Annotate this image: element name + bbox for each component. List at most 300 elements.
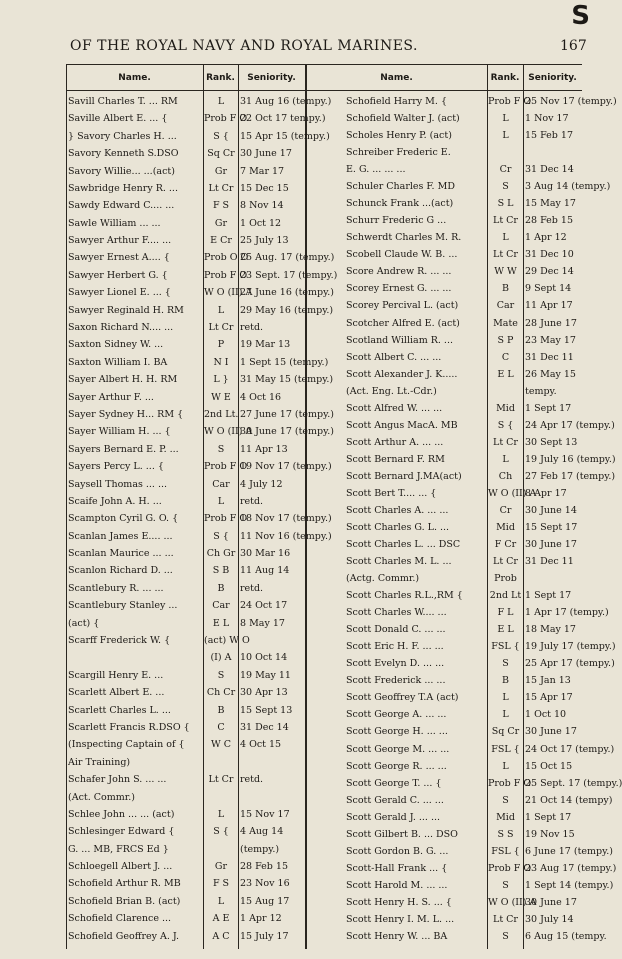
officer-name: Scott Gerald C. ... ... bbox=[346, 794, 444, 806]
officer-rank: L bbox=[217, 895, 225, 907]
officer-name: (Actg. Commr.) bbox=[346, 573, 420, 585]
officer-name: Scanlan James E.... ... bbox=[68, 530, 173, 542]
officer-seniority: 19 Mar 13 bbox=[240, 339, 291, 351]
officer-rank: Prob F O bbox=[488, 862, 532, 874]
officer-name: Scott Henry W. ... BA bbox=[346, 930, 448, 942]
officer-name: Sawle William ... ... bbox=[68, 217, 161, 229]
officer-seniority: 15 Feb 17 bbox=[525, 130, 573, 142]
officer-name: Air Training) bbox=[68, 756, 131, 768]
officer-name: Sawbridge Henry R. ... bbox=[68, 182, 178, 194]
officer-seniority: retd. bbox=[240, 774, 264, 786]
officer-seniority: (tempy.) bbox=[240, 843, 280, 855]
officer-name: Scott George A. ... ... bbox=[346, 709, 447, 721]
entry-row bbox=[0, 843, 613, 858]
officer-rank: N I bbox=[213, 356, 229, 368]
officer-name: Saville Albert E. ... { bbox=[68, 113, 168, 125]
officer-seniority: 1 Apr 12 bbox=[525, 232, 567, 244]
officer-rank: Mid bbox=[496, 402, 515, 414]
entry-row bbox=[0, 505, 600, 517]
entry-row bbox=[0, 130, 600, 142]
officer-seniority: 30 Sept 13 bbox=[525, 436, 578, 448]
officer-rank: E Cr bbox=[210, 235, 232, 247]
section-letter: S bbox=[571, 1, 590, 31]
entry-row bbox=[0, 794, 613, 807]
officer-seniority: 24 Oct 17 (tempy.) bbox=[525, 743, 615, 755]
officer-name: (Act. Eng. Lt.-Cdr.) bbox=[346, 385, 437, 397]
officer-name: Saxton Sidney W. ... bbox=[68, 339, 164, 351]
officer-name: Sayer Albert H. H. RM bbox=[68, 374, 178, 386]
entry-row bbox=[0, 675, 600, 687]
officer-name: Scott Charles W.... ... bbox=[346, 607, 447, 619]
officer-seniority: 15 Nov 17 bbox=[240, 808, 290, 820]
entry-row bbox=[0, 96, 617, 108]
officer-name: Scorey Ernest G. ... ... bbox=[346, 283, 452, 295]
officer-rank: Lt Cr bbox=[208, 182, 234, 194]
entry-row bbox=[0, 369, 600, 381]
officer-seniority: 31 Dec 14 bbox=[240, 721, 289, 733]
col-rank-left: Rank. bbox=[206, 73, 235, 83]
officer-rank: FSL { bbox=[491, 641, 520, 653]
officer-rank: S { bbox=[213, 826, 229, 838]
officer-rank: L bbox=[502, 709, 509, 721]
entry-row bbox=[0, 113, 600, 125]
officer-name: Scott Alexander J. K..... bbox=[346, 368, 458, 380]
officer-rank: Prob F O bbox=[204, 113, 248, 125]
officer-rank: F Cr bbox=[494, 539, 517, 551]
officer-rank: Gr bbox=[214, 217, 228, 229]
officer-name: Scarlett Francis R.DSO { bbox=[68, 721, 190, 733]
officer-seniority: 3 Aug 14 (tempy.) bbox=[525, 181, 611, 193]
officer-seniority: retd. bbox=[240, 322, 264, 334]
officer-seniority: 4 Aug 14 bbox=[240, 826, 284, 838]
officer-name: Scantlebury R. ... ... bbox=[68, 582, 164, 594]
entry-row bbox=[0, 607, 609, 619]
officer-rank: L bbox=[217, 304, 225, 316]
entry-row bbox=[0, 879, 614, 892]
officer-name: Savory Willie... ...(act) bbox=[68, 165, 175, 177]
officer-seniority: 15 Apr 15 (tempy.) bbox=[240, 130, 330, 142]
officer-seniority: 15 May 17 bbox=[525, 198, 576, 210]
officer-seniority: 1 Nov 17 bbox=[525, 113, 569, 125]
entry-row bbox=[0, 522, 600, 534]
officer-seniority: 31 Dec 11 bbox=[525, 351, 574, 363]
officer-seniority: 23 Sept. 17 (tempy.) bbox=[240, 269, 338, 281]
entry-row bbox=[0, 539, 600, 551]
officer-name: Saysell Thomas ... ... bbox=[68, 478, 168, 490]
officer-seniority: 15 Dec 15 bbox=[240, 182, 289, 194]
officer-name: Scott Henry H. S. ... { bbox=[346, 896, 452, 908]
entry-row bbox=[0, 147, 600, 159]
officer-rank: S bbox=[502, 879, 509, 891]
officer-rank: Lt Cr bbox=[493, 215, 518, 227]
officer-seniority: 25 Aug. 17 (tempy.) bbox=[240, 252, 335, 264]
officer-seniority: 1 Sept 17 bbox=[525, 590, 572, 602]
officer-rank: Prob bbox=[494, 573, 517, 585]
officer-seniority: 19 May 11 bbox=[240, 669, 291, 681]
officer-rank: L bbox=[502, 692, 509, 704]
col-name-right: Name. bbox=[380, 73, 413, 83]
officer-name: Scott-Hall Frank ... { bbox=[346, 862, 448, 874]
officer-rank: S S bbox=[497, 828, 514, 840]
officer-rank: Prob F O bbox=[488, 777, 532, 789]
entry-row bbox=[0, 641, 616, 653]
officer-seniority: 8 Apr 17 bbox=[525, 487, 567, 499]
officer-rank: E L bbox=[497, 624, 514, 636]
officer-seniority: 1 Sept 15 (tempy.) bbox=[240, 356, 329, 368]
officer-seniority: 25 July 13 bbox=[240, 235, 289, 247]
officer-rank: Prob F O bbox=[204, 513, 248, 525]
officer-name: Sayer William H. ... { bbox=[68, 426, 171, 438]
entry-row bbox=[0, 590, 600, 602]
officer-name: Scanlan Maurice ... ... bbox=[68, 548, 174, 560]
officer-name: Scanlon Richard D. ... bbox=[68, 565, 173, 577]
officer-name: Scott George R. ... ... bbox=[346, 760, 447, 772]
officer-rank: Prob O O bbox=[204, 252, 249, 264]
officer-name: G. ... MB, FRCS Ed } bbox=[68, 843, 169, 855]
officer-rank: Sq Cr bbox=[491, 726, 520, 738]
officer-seniority: 11 Apr 13 bbox=[240, 443, 288, 455]
entry-row bbox=[0, 761, 600, 773]
officer-seniority: 31 Dec 10 bbox=[525, 249, 574, 261]
officer-name: Scott Bernard J.MA(act) bbox=[346, 470, 462, 482]
officer-seniority: 1 Apr 17 (tempy.) bbox=[525, 607, 609, 619]
officer-seniority: 15 Aug 17 bbox=[240, 895, 290, 907]
entry-row bbox=[0, 266, 600, 278]
officer-rank: Lt Cr bbox=[493, 556, 518, 568]
officer-name: Scott George H. ... ... bbox=[346, 726, 448, 738]
officer-seniority: 21 Oct 14 (tempy) bbox=[525, 794, 613, 806]
officer-name: (Act. Commr.) bbox=[68, 791, 135, 803]
entry-row bbox=[0, 556, 600, 568]
officer-rank: Lt Cr bbox=[208, 774, 234, 786]
officer-rank: Prob F O bbox=[204, 269, 248, 281]
officer-name: Scott Geoffrey T.A (act) bbox=[346, 692, 459, 704]
officer-rank: F S bbox=[212, 200, 230, 212]
officer-seniority: 30 July 14 bbox=[525, 913, 574, 925]
officer-rank: F S bbox=[212, 878, 230, 890]
officer-seniority: 25 Apr 17 (tempy.) bbox=[525, 658, 615, 670]
officer-seniority: 18 Nov 17 (tempy.) bbox=[240, 513, 332, 525]
entry-row bbox=[0, 914, 600, 926]
officer-rank: P bbox=[217, 339, 225, 351]
officer-name: Sayer Arthur F. ... bbox=[68, 391, 154, 403]
officer-seniority: 19 July 16 (tempy.) bbox=[525, 453, 616, 465]
officer-rank: Mate bbox=[493, 317, 518, 329]
officer-name: Scaife John A. H. ... bbox=[68, 495, 162, 507]
officer-seniority: 4 July 12 bbox=[240, 478, 283, 490]
entry-row bbox=[0, 726, 600, 738]
page-number: 167 bbox=[560, 38, 587, 54]
officer-rank: Prob F O bbox=[488, 96, 532, 107]
officer-rank: L bbox=[502, 760, 509, 772]
officer-name: Scott Charles R.L.,RM { bbox=[346, 590, 463, 602]
officer-seniority: 31 Dec 11 bbox=[525, 556, 574, 568]
officer-name: (Inspecting Captain of { bbox=[68, 739, 185, 751]
officer-name: Scobell Claude W. B. ... bbox=[346, 249, 458, 261]
col-name-left: Name. bbox=[118, 73, 151, 83]
officer-name: Saxon Richard N.... ... bbox=[68, 322, 174, 334]
officer-name: Schofield Brian B. (act) bbox=[68, 895, 181, 907]
officer-rank: S bbox=[502, 930, 509, 942]
officer-name: Schuler Charles F. MD bbox=[346, 181, 455, 193]
officer-seniority: 28 Feb 15 bbox=[240, 861, 288, 873]
officer-seniority: 6 June 17 (tempy.) bbox=[525, 845, 613, 857]
entry-row bbox=[0, 403, 600, 415]
entry-row bbox=[0, 249, 600, 261]
entry-row bbox=[0, 658, 615, 670]
officer-seniority: 15 Sept 17 bbox=[525, 522, 578, 533]
officer-name: Scott Albert C. ... ... bbox=[346, 351, 442, 363]
officer-rank: W W bbox=[494, 266, 517, 278]
officer-rank: S P bbox=[497, 334, 514, 346]
entry-row bbox=[0, 812, 600, 824]
officer-name: Schofield Arthur R. MB bbox=[68, 878, 181, 890]
officer-seniority: 30 Apr 13 bbox=[240, 687, 288, 699]
officer-seniority: tempy. bbox=[525, 385, 557, 397]
officer-name: Schofield Geoffrey A. J. bbox=[68, 930, 179, 942]
entry-row bbox=[0, 862, 617, 875]
entry-row bbox=[0, 470, 616, 483]
officer-name: Scott Charles L. ... DSC bbox=[346, 539, 461, 551]
officer-seniority: 7 Mar 17 bbox=[240, 165, 285, 177]
officer-seniority: 11 Aug 14 bbox=[240, 565, 290, 577]
officer-seniority: 30 Mar 16 bbox=[240, 548, 291, 560]
officer-rank: S bbox=[217, 669, 225, 681]
officer-seniority: 19 Nov 17 (tempy.) bbox=[240, 461, 332, 473]
officer-rank: L } bbox=[213, 374, 229, 386]
officer-seniority: 9 Sept 14 bbox=[525, 283, 572, 295]
officer-name: Schofield Clarence ... bbox=[68, 913, 172, 925]
officer-rank: S { bbox=[213, 130, 229, 142]
officer-seniority: 6 Aug 15 (tempy. bbox=[525, 930, 607, 942]
officer-rank: A C bbox=[212, 930, 230, 942]
officer-seniority: 30 June 17 bbox=[525, 896, 577, 908]
entry-row bbox=[0, 777, 622, 790]
officer-seniority: 28 Feb 15 bbox=[525, 215, 573, 227]
officer-rank: (act) W O bbox=[204, 635, 250, 647]
officer-name: Schlee John ... ... (act) bbox=[68, 808, 175, 820]
officer-seniority: retd. bbox=[240, 582, 264, 594]
officer-rank: L bbox=[502, 232, 509, 244]
col-rank-right: Rank. bbox=[490, 73, 520, 83]
officer-seniority: 4 Oct 16 bbox=[240, 391, 282, 403]
officer-seniority: 15 Sept 13 bbox=[240, 704, 293, 716]
officer-seniority: 29 Dec 14 bbox=[525, 266, 574, 278]
officer-rank: S B bbox=[212, 565, 230, 577]
officer-name: Scott Harold M. ... ... bbox=[346, 879, 448, 891]
officer-name: Scott Charles M. L. ... bbox=[346, 556, 452, 568]
entry-row bbox=[0, 198, 600, 210]
officer-seniority: 10 Oct 14 bbox=[240, 652, 288, 664]
officer-rank: Gr bbox=[214, 165, 228, 177]
officer-name: Sawyer Ernest A.... { bbox=[68, 252, 170, 264]
officer-rank: W O (II) A bbox=[488, 487, 537, 499]
officer-name: E. G. ... ... ... bbox=[346, 164, 406, 176]
officer-name: Scott Bert T.... ... { bbox=[346, 487, 437, 499]
officer-rank: C bbox=[501, 351, 510, 363]
officer-rank: S { bbox=[213, 530, 229, 542]
officer-name: Sawyer Lionel E. ... { bbox=[68, 287, 171, 299]
officer-seniority: 18 May 17 bbox=[525, 624, 576, 636]
officer-rank: 2nd Lt. bbox=[204, 408, 239, 420]
officer-rank: E L bbox=[497, 368, 514, 380]
officer-rank: L bbox=[217, 96, 225, 107]
officer-rank: FSL { bbox=[491, 743, 520, 755]
officer-name: Scarlett Charles L. ... bbox=[68, 704, 171, 716]
officer-name: Scargill Henry E. ... bbox=[68, 669, 164, 681]
officer-rank: A E bbox=[212, 913, 230, 925]
officer-seniority: 15 Apr 17 bbox=[525, 692, 573, 704]
officer-rank: S bbox=[502, 794, 509, 806]
officer-name: Sawdy Edward C.... ... bbox=[68, 200, 175, 212]
officer-rank: Lt Cr bbox=[493, 436, 518, 448]
entry-row bbox=[0, 453, 616, 466]
officer-seniority: 19 Nov 15 bbox=[525, 828, 575, 840]
officer-rank: FSL { bbox=[491, 845, 520, 857]
officer-seniority: 25 Nov 17 (tempy.) bbox=[525, 96, 617, 107]
entry-row bbox=[0, 437, 600, 449]
entry-row bbox=[0, 232, 600, 244]
officer-seniority: 22 Oct 17 tempy.) bbox=[240, 113, 326, 125]
officer-seniority: 15 July 17 bbox=[240, 930, 289, 942]
officer-seniority: 15 Oct 15 bbox=[525, 760, 573, 772]
entry-row bbox=[0, 709, 600, 721]
officer-name: Scott Angus MacA. MB bbox=[346, 419, 458, 431]
officer-name: Schunck Frank ...(act) bbox=[346, 198, 454, 210]
officer-seniority: 24 Oct 17 bbox=[240, 600, 288, 612]
officer-rank: C bbox=[217, 721, 225, 733]
officer-seniority: 11 Nov 16 (tempy.) bbox=[240, 530, 332, 542]
officer-seniority: 26 May 15 bbox=[525, 368, 576, 380]
officer-seniority: 1 Sept 17 bbox=[525, 402, 572, 414]
entry-row bbox=[0, 692, 600, 704]
officer-rank: L bbox=[217, 495, 225, 507]
officer-seniority: 30 June 14 bbox=[525, 504, 577, 516]
officer-rank: L bbox=[502, 130, 509, 142]
officer-rank: Gr bbox=[214, 861, 228, 873]
entry-row bbox=[0, 181, 611, 193]
officer-rank: Car bbox=[212, 478, 230, 490]
officer-rank: S bbox=[217, 443, 225, 455]
officer-name: Scott Charles G. L. ... bbox=[346, 522, 450, 533]
officer-rank: W E bbox=[211, 391, 231, 403]
entry-row bbox=[0, 215, 600, 227]
officer-name: Scott Charles A. ... ... bbox=[346, 504, 449, 516]
officer-rank: W O (II) A bbox=[204, 426, 253, 438]
page-header: OF THE ROYAL NAVY AND ROYAL MARINES. bbox=[70, 38, 418, 54]
entry-row bbox=[0, 743, 615, 756]
officer-rank: Ch Gr bbox=[206, 548, 236, 560]
officer-name: Scott Gerald J. ... ... bbox=[346, 811, 441, 823]
entry-row bbox=[0, 624, 600, 636]
officer-name: Scotland William R. ... bbox=[346, 334, 453, 346]
officer-seniority: 23 May 17 bbox=[525, 334, 576, 346]
officer-rank: Mid bbox=[496, 522, 515, 533]
officer-seniority: 23 Aug 17 (tempy.) bbox=[525, 862, 617, 874]
officer-rank: Ch Cr bbox=[206, 687, 236, 699]
officer-name: Sawyer Arthur F.... ... bbox=[68, 235, 172, 247]
officer-name: Scott Gordon B. G. ... bbox=[346, 845, 449, 857]
officer-rank: Mid bbox=[496, 811, 515, 823]
officer-rank: Lt Cr bbox=[493, 249, 518, 261]
officer-rank: L bbox=[502, 453, 509, 465]
entry-row bbox=[0, 488, 600, 500]
officer-seniority: 15 Jan 13 bbox=[525, 675, 571, 687]
officer-seniority: 1 Sept 17 bbox=[525, 811, 572, 823]
officer-seniority: 31 May 15 (tempy.) bbox=[240, 374, 334, 386]
officer-name: Scott George T. ... { bbox=[346, 777, 442, 789]
officer-name: Saxton William I. BA bbox=[68, 356, 168, 368]
officer-name: Scorey Percival L. (act) bbox=[346, 300, 459, 312]
officer-name: Scott Arthur A. ... ... bbox=[346, 436, 444, 448]
officer-rank: W O (II) A bbox=[204, 287, 253, 299]
entry-row bbox=[0, 352, 600, 364]
officer-seniority: 8 Nov 14 bbox=[240, 200, 284, 212]
officer-seniority: 31 Dec 14 bbox=[525, 164, 574, 176]
entry-row bbox=[0, 164, 600, 176]
officer-rank: W C bbox=[210, 739, 232, 751]
officer-rank: Car bbox=[496, 300, 515, 312]
officer-rank: L bbox=[217, 808, 225, 820]
officer-rank: Lt Cr bbox=[493, 913, 518, 925]
officer-rank: W O (II) A bbox=[488, 896, 537, 908]
entry-row bbox=[0, 335, 600, 347]
officer-rank: L bbox=[502, 113, 509, 125]
officer-name: Scott George M. ... ... bbox=[346, 743, 450, 755]
officer-rank: S { bbox=[497, 419, 514, 431]
officer-seniority: 30 June 17 (tempy.) bbox=[240, 426, 334, 438]
officer-name: Scott Frederick ... ... bbox=[346, 675, 446, 687]
officer-seniority: retd. bbox=[240, 495, 264, 507]
officer-seniority: 1 Apr 12 bbox=[240, 913, 282, 925]
officer-rank: Ch bbox=[498, 470, 513, 482]
officer-rank: S L bbox=[497, 198, 514, 210]
officer-seniority: 29 May 16 (tempy.) bbox=[240, 304, 334, 316]
officer-name: Scott Eric H. F. ... ... bbox=[346, 641, 444, 653]
officer-name: Scotcher Alfred E. (act) bbox=[346, 317, 460, 329]
officer-name: Sawyer Reginald H. RM bbox=[68, 304, 184, 316]
officer-name: Schreiber Frederic E. bbox=[346, 147, 451, 159]
officer-seniority: 28 June 17 bbox=[525, 317, 577, 329]
officer-name: Sawyer Herbert G. { bbox=[68, 269, 168, 281]
officer-name: Savory Kenneth S.DSO bbox=[68, 148, 179, 160]
officer-rank: B bbox=[502, 675, 509, 687]
officer-seniority: 27 June 17 (tempy.) bbox=[240, 408, 334, 420]
officer-name: Schurr Frederic G ... bbox=[346, 215, 447, 227]
officer-seniority: 4 Oct 15 bbox=[240, 739, 282, 751]
officer-seniority: 11 Apr 17 bbox=[525, 300, 573, 312]
officer-seniority: 1 Oct 12 bbox=[240, 217, 282, 229]
officer-seniority: 19 July 17 (tempy.) bbox=[525, 641, 616, 653]
officer-rank: E L bbox=[212, 617, 230, 629]
officer-name: Schwerdt Charles M. R. bbox=[346, 232, 462, 244]
officer-name: (act) { bbox=[68, 617, 100, 629]
officer-seniority: 30 June 17 bbox=[525, 726, 577, 738]
officer-seniority: 27 Feb 17 (tempy.) bbox=[525, 470, 616, 482]
officer-name: Score Andrew R. ... ... bbox=[346, 266, 452, 278]
officer-rank: B bbox=[217, 704, 225, 716]
officer-name: Scott Alfred W. ... ... bbox=[346, 402, 443, 414]
officer-rank: Cr bbox=[499, 164, 512, 176]
officer-name: Sayers Percy L. ... { bbox=[68, 461, 164, 473]
entry-row bbox=[0, 283, 600, 295]
entry-row bbox=[0, 386, 600, 398]
entry-row bbox=[0, 300, 600, 312]
officer-name: Sayer Sydney H... RM { bbox=[68, 408, 184, 420]
officer-name: Scott Evelyn D. ... ... bbox=[346, 658, 445, 670]
officer-seniority: 1 Oct 10 bbox=[525, 709, 567, 721]
entry-row bbox=[0, 897, 600, 909]
